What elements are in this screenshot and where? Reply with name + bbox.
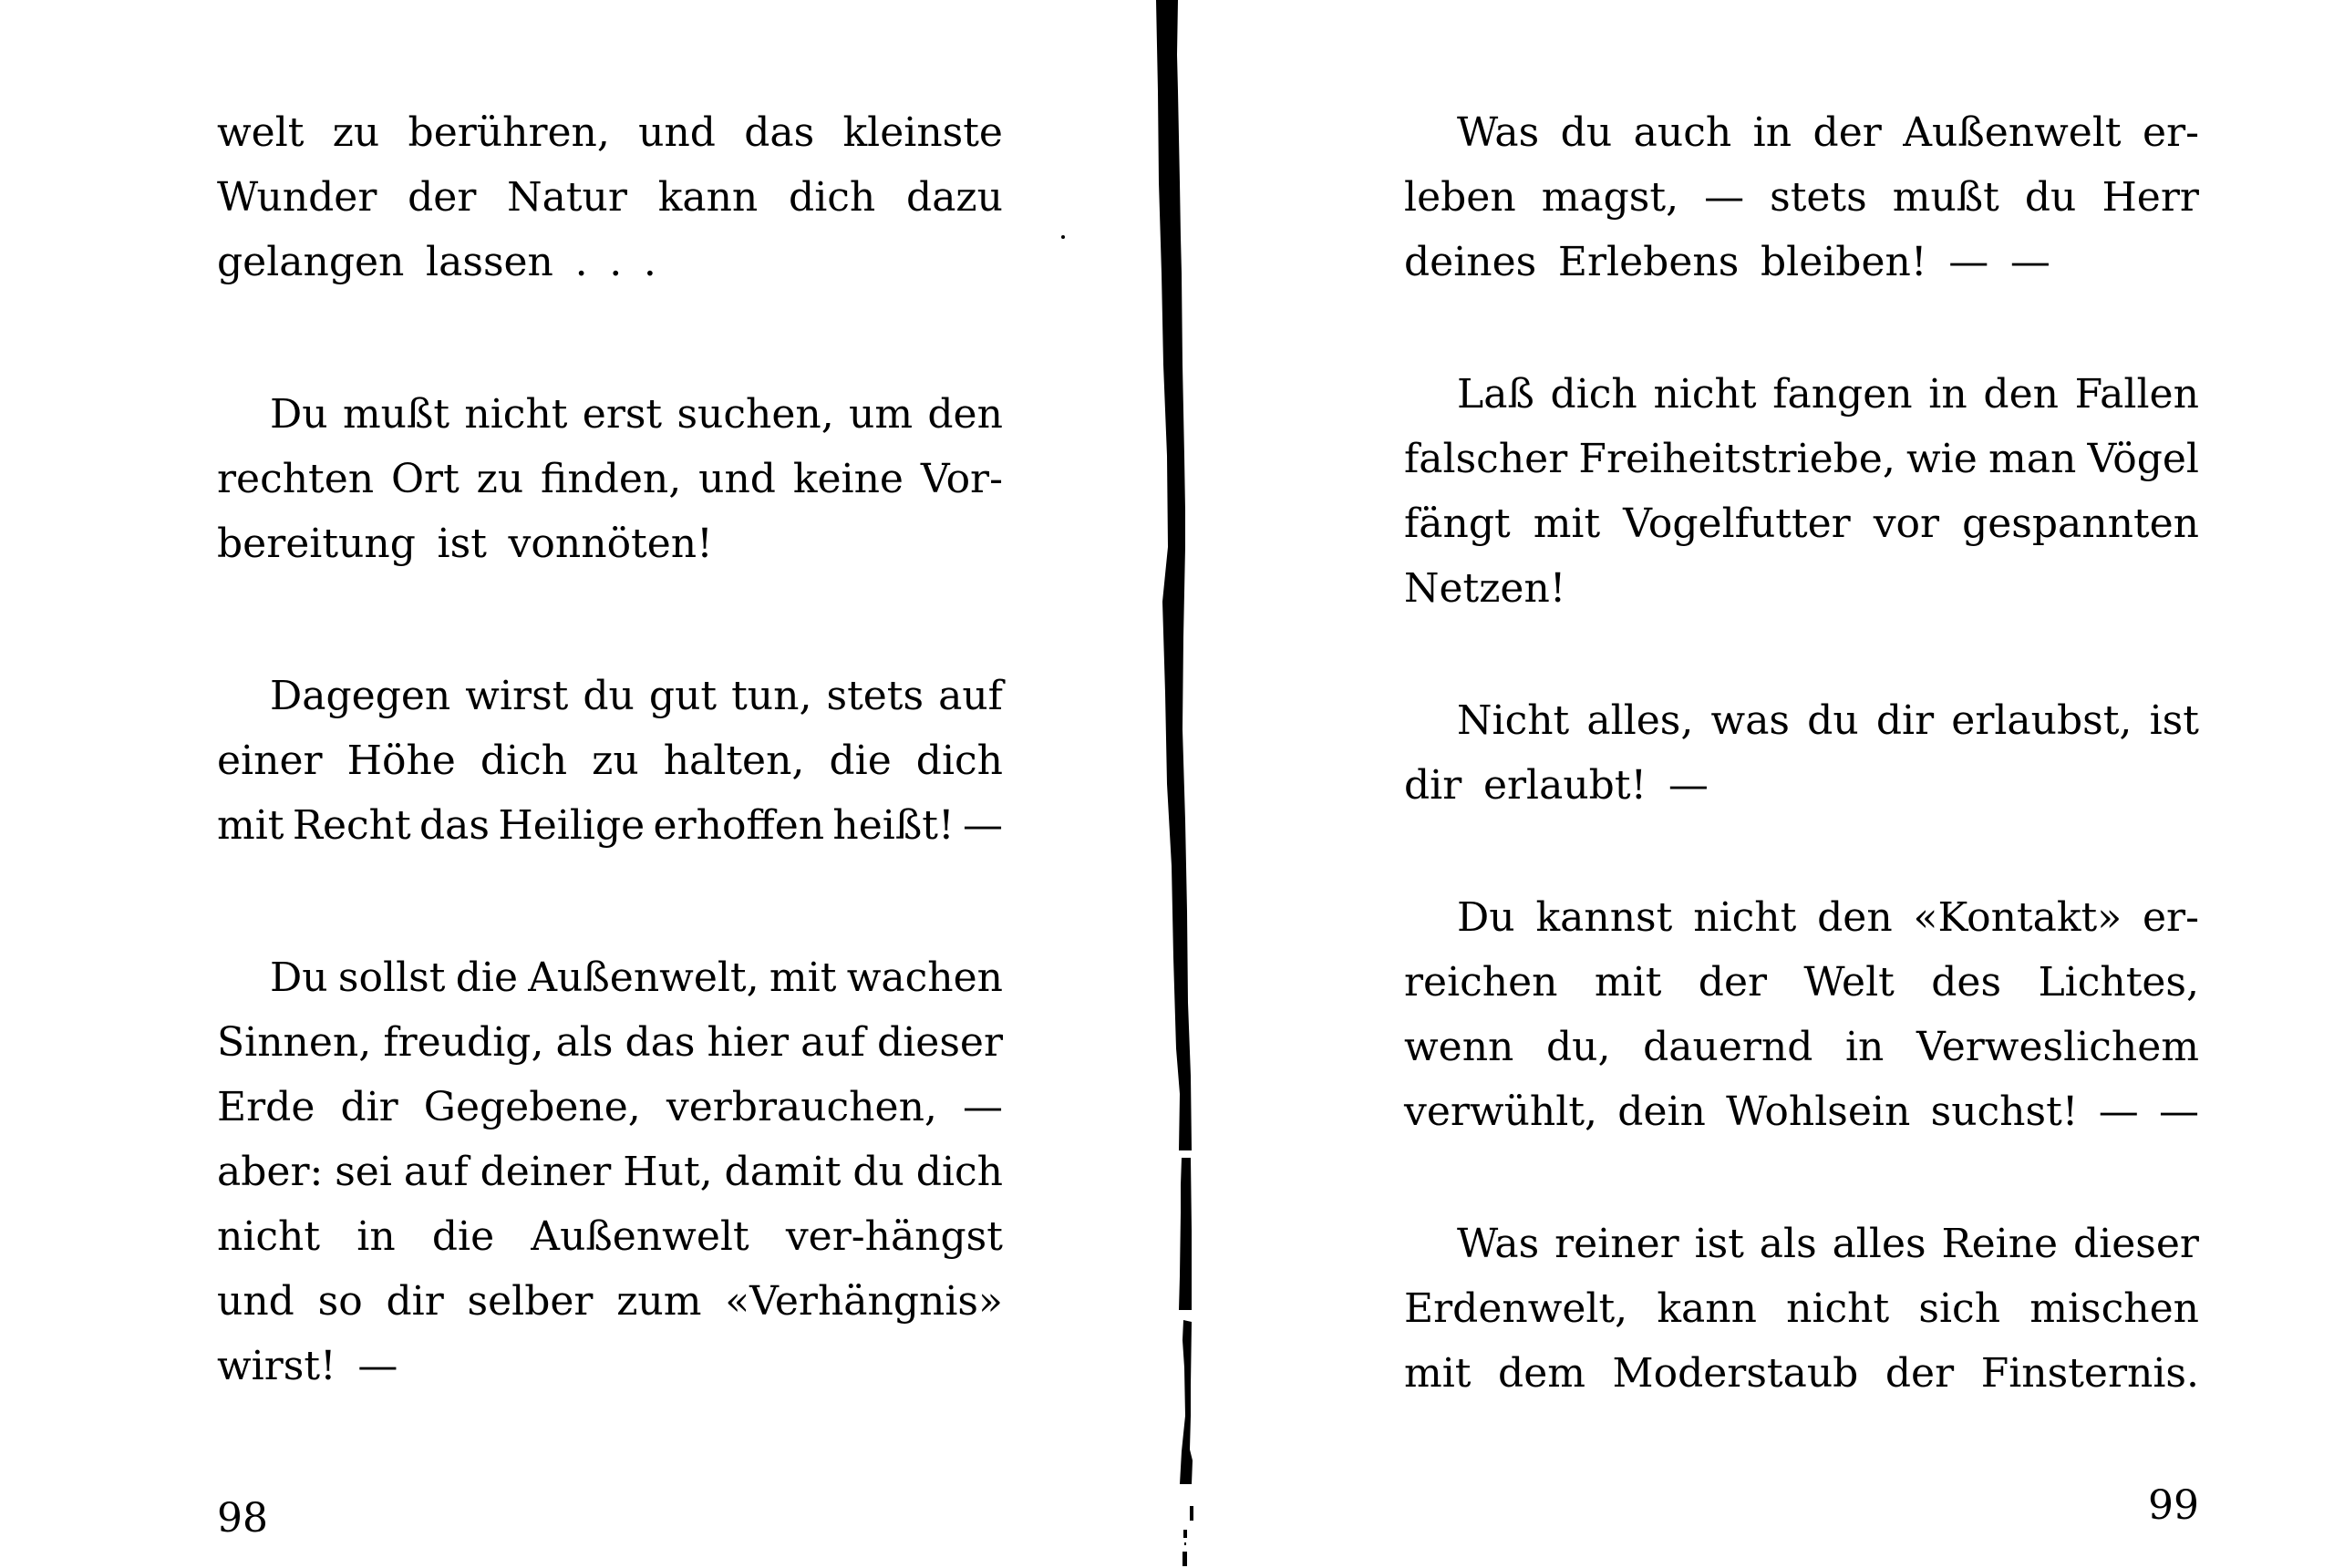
word: mit	[217, 802, 284, 849]
word: magst,	[1541, 174, 1679, 221]
word: —	[2098, 1088, 2139, 1135]
word: der	[1698, 959, 1768, 1006]
word: mit	[1533, 500, 1601, 547]
word: Recht	[292, 802, 411, 849]
word: wenn	[1404, 1024, 1514, 1070]
word: die	[455, 954, 518, 1001]
word: was	[1710, 697, 1791, 744]
word: «Verhängnis»	[725, 1278, 1003, 1325]
text-line	[217, 945, 1003, 1010]
word: Höhe	[346, 738, 456, 784]
word: hier	[707, 1019, 790, 1066]
word: Gegebene,	[423, 1084, 641, 1130]
text-line: Netzen!	[1404, 565, 1566, 612]
word: Ort	[390, 456, 460, 502]
text-line	[217, 382, 1003, 447]
word: dich	[1550, 371, 1637, 418]
word: mit	[769, 954, 837, 1001]
word: dauernd	[1643, 1024, 1813, 1070]
word: und	[698, 456, 776, 502]
word: Außenwelt,	[528, 954, 759, 1001]
word: dir	[1875, 697, 1935, 744]
word: wie	[1906, 436, 1978, 482]
left-page-text	[217, 100, 1003, 1398]
word: reichen	[1404, 959, 1558, 1006]
word: fangen	[1772, 371, 1913, 418]
word: mit	[1404, 1350, 1472, 1397]
word: in	[1752, 109, 1792, 156]
word: welt	[217, 109, 305, 156]
word: mischen	[2029, 1285, 2199, 1332]
paragraph	[1404, 100, 2199, 294]
text-line: wirst! —	[217, 1343, 398, 1389]
word: Verweslichem	[1916, 1024, 2199, 1070]
word: dein	[1617, 1088, 1706, 1135]
text-line	[217, 1204, 1003, 1269]
word: dir	[340, 1084, 398, 1130]
word: Fallen	[2074, 371, 2199, 418]
text-line	[1404, 491, 2199, 556]
text-line	[1404, 165, 2199, 230]
word: das	[625, 1019, 696, 1066]
word: stets	[826, 673, 924, 719]
word: verwühlt,	[1404, 1088, 1598, 1135]
word: gut	[648, 673, 718, 719]
word: und	[638, 109, 716, 156]
word: vor	[1873, 500, 1940, 547]
word: verbrauchen,	[666, 1084, 937, 1130]
text-line	[217, 1075, 1003, 1140]
word: —	[2158, 1088, 2199, 1135]
word: dieser	[2072, 1221, 2199, 1267]
word: dir	[386, 1278, 444, 1325]
word: du	[1560, 109, 1613, 156]
word: zu	[476, 456, 524, 502]
word: dem	[1498, 1350, 1585, 1397]
text-line	[1404, 1015, 2199, 1079]
paragraph	[1404, 885, 2199, 1144]
text-line	[1404, 1212, 2199, 1276]
word: wachen	[846, 954, 1003, 1001]
word: Finsternis.	[1980, 1350, 2199, 1397]
word: zum	[616, 1278, 702, 1325]
word: Laß	[1457, 371, 1534, 418]
word: dazu	[906, 174, 1003, 221]
paragraph	[1404, 362, 2199, 621]
word: halten,	[663, 738, 805, 784]
text-line	[1404, 1079, 2199, 1144]
word: du	[2024, 174, 2077, 221]
text-line	[1404, 100, 2199, 165]
paragraph	[217, 945, 1003, 1398]
text-line: deines Erlebens bleiben! — —	[1404, 239, 2050, 285]
ink-speck	[1061, 235, 1065, 239]
word: Nicht	[1457, 697, 1570, 744]
word: Reine	[1941, 1221, 2059, 1267]
left-page-number: 98	[217, 1495, 268, 1542]
word: Herr	[2102, 174, 2199, 221]
word: Vogelfutter	[1623, 500, 1851, 547]
word: der	[1812, 109, 1882, 156]
word: falscher	[1404, 436, 1568, 482]
word: deiner	[480, 1149, 612, 1195]
word: Hut,	[623, 1149, 713, 1195]
right-page	[1404, 0, 2199, 1538]
word: aber:	[217, 1149, 324, 1195]
word: «Kontakt»	[1913, 894, 2122, 941]
word: Erdenwelt,	[1404, 1285, 1628, 1332]
word: reiner	[1554, 1221, 1679, 1267]
text-line	[217, 664, 1003, 728]
word: damit	[724, 1149, 842, 1195]
word: rechten	[217, 456, 375, 502]
word: Sinnen,	[217, 1019, 372, 1066]
word: mußt	[342, 391, 450, 438]
word: gespannten	[1962, 500, 2199, 547]
text-line	[1404, 427, 2199, 491]
word: erst	[582, 391, 663, 438]
text-line	[217, 728, 1003, 793]
word: auf	[800, 1019, 865, 1066]
word: dich	[915, 1149, 1003, 1195]
paragraph	[217, 664, 1003, 858]
word: nicht	[1653, 371, 1757, 418]
word: Du	[270, 954, 328, 1001]
word: des	[1931, 959, 2002, 1006]
word: keine	[792, 456, 904, 502]
word: der	[1885, 1350, 1955, 1397]
paragraph	[217, 382, 1003, 576]
word: erlaubst,	[1951, 697, 2133, 744]
word: Moderstaub	[1612, 1350, 1859, 1397]
word: du	[852, 1149, 904, 1195]
text-line	[1404, 1276, 2199, 1341]
word: das	[419, 802, 490, 849]
word: in	[1928, 371, 1967, 418]
text-line	[217, 165, 1003, 230]
word: Was	[1457, 109, 1540, 156]
word: Welt	[1803, 959, 1895, 1006]
word: Wunder	[217, 174, 377, 221]
word: der	[408, 174, 477, 221]
word: dich	[480, 738, 568, 784]
text-line	[1404, 950, 2199, 1015]
word: kann	[657, 174, 759, 221]
word: in	[356, 1213, 396, 1260]
word: er-	[2143, 894, 2199, 941]
text-line	[217, 100, 1003, 165]
word: dieser	[877, 1019, 1003, 1066]
text-line: bereitung ist vonnöten!	[217, 521, 713, 567]
text-line	[217, 447, 1003, 511]
word: fängt	[1404, 500, 1511, 547]
word: —	[962, 802, 1003, 849]
word: berühren,	[408, 109, 610, 156]
word: selber	[467, 1278, 594, 1325]
word: Dagegen	[270, 673, 451, 719]
word: alles	[1832, 1221, 1926, 1267]
word: so	[317, 1278, 363, 1325]
word: kannst	[1535, 894, 1673, 941]
word: Du	[1457, 894, 1515, 941]
word: du	[1807, 697, 1859, 744]
word: sei	[335, 1149, 392, 1195]
word: als	[555, 1019, 614, 1066]
word: Erde	[217, 1084, 315, 1130]
word: Natur	[507, 174, 627, 221]
word: finden,	[541, 456, 682, 502]
word: stets	[1770, 174, 1867, 221]
word: einer	[217, 738, 323, 784]
word: mußt	[1892, 174, 1999, 221]
word: leben	[1404, 174, 1516, 221]
word: die	[431, 1213, 495, 1260]
right-page-text	[1404, 100, 2199, 1406]
word: Wohlsein	[1726, 1088, 1911, 1135]
word: suchen,	[676, 391, 834, 438]
word: heißt!	[832, 802, 955, 849]
text-line	[1404, 362, 2199, 427]
word: suchst!	[1930, 1088, 2079, 1135]
text-line	[217, 1010, 1003, 1075]
word: um	[849, 391, 914, 438]
word: das	[744, 109, 815, 156]
paragraph	[1404, 1212, 2199, 1406]
text-line	[1404, 1341, 2199, 1406]
word: zu	[592, 738, 639, 784]
left-page	[217, 0, 1003, 1551]
word: alles,	[1586, 697, 1694, 744]
word: die	[829, 738, 892, 784]
word: Vögel	[2087, 436, 2199, 482]
word: auf	[403, 1149, 469, 1195]
word: Freiheitstriebe,	[1578, 436, 1895, 482]
text-line	[217, 793, 1003, 858]
word: auch	[1633, 109, 1732, 156]
word: —	[1704, 174, 1745, 221]
word: Außenwelt	[1903, 109, 2122, 156]
word: freudig,	[383, 1019, 544, 1066]
word: in	[1844, 1024, 1885, 1070]
word: den	[1817, 894, 1893, 941]
word: sich	[1918, 1285, 2001, 1332]
word: nicht	[217, 1213, 321, 1260]
word: erhoffen	[653, 802, 825, 849]
word: ist	[2149, 697, 2199, 744]
word: Außenwelt	[531, 1213, 749, 1260]
word: nicht	[1693, 894, 1797, 941]
text-line: dir erlaubt! —	[1404, 762, 1709, 809]
word: sollst	[337, 954, 446, 1001]
word: wirst	[465, 673, 569, 719]
word: Lichtes,	[2038, 959, 2199, 1006]
word: kleinste	[842, 109, 1003, 156]
text-line	[1404, 688, 2199, 753]
word: dich	[789, 174, 876, 221]
word: den	[1983, 371, 2059, 418]
word: nicht	[1786, 1285, 1890, 1332]
paragraph	[1404, 688, 2199, 818]
word: du,	[1545, 1024, 1611, 1070]
book-gutter-shadow-icon	[1144, 0, 1208, 1568]
text-line	[1404, 885, 2199, 950]
word: Du	[270, 391, 328, 438]
word: den	[927, 391, 1003, 438]
right-page-number: 99	[2148, 1482, 2199, 1529]
word: auf	[938, 673, 1003, 719]
word: nicht	[464, 391, 568, 438]
text-line	[217, 1269, 1003, 1334]
paragraph	[217, 100, 1003, 294]
word: er-	[2143, 109, 2199, 156]
word: du	[583, 673, 635, 719]
word: Was	[1457, 1221, 1540, 1267]
word: als	[1759, 1221, 1817, 1267]
word: dich	[915, 738, 1003, 784]
word: ver-hängst	[785, 1213, 1003, 1260]
word: Heilige	[498, 802, 645, 849]
text-line	[217, 1140, 1003, 1204]
word: man	[1988, 436, 2077, 482]
word: zu	[332, 109, 380, 156]
word: kann	[1657, 1285, 1757, 1332]
word: tun,	[731, 673, 812, 719]
word: Vor-	[920, 456, 1003, 502]
text-line: gelangen lassen . . .	[217, 239, 656, 285]
word: und	[217, 1278, 294, 1325]
word: —	[962, 1084, 1003, 1130]
word: ist	[1694, 1221, 1744, 1267]
word: mit	[1594, 959, 1662, 1006]
